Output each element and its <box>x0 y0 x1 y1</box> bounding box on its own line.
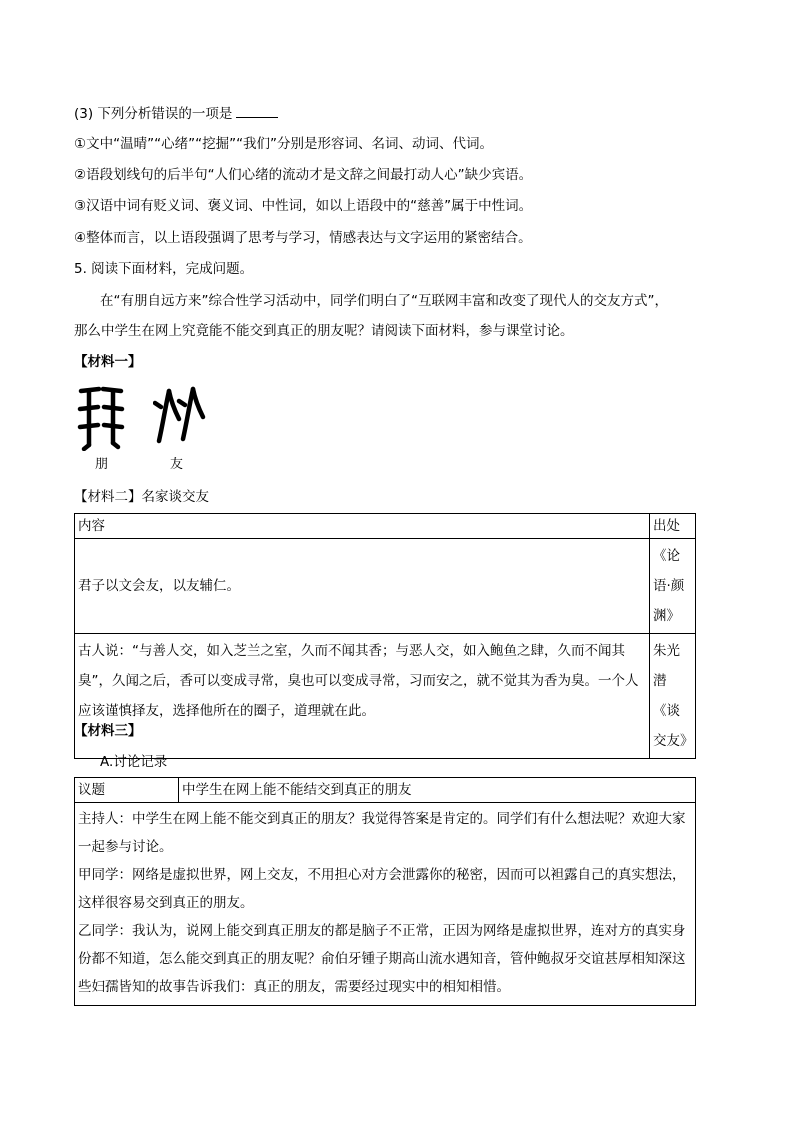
material1-heading: 【材料一】 <box>74 354 142 370</box>
header-source: 出处 <box>650 514 696 539</box>
quote-content: 古人说：“与善人交，如入芝兰之室，久而不闻其香；与恶人交，如入鲍鱼之肆，久而不闻其臭”，久闻之后，香可以变成寻常，臭也可以变成寻常，习而安之，就不觉其为香为臭。一个人应该谨慎择友，选择他所在的圈子，道理就在此。 <box>75 634 650 759</box>
record-student-yi: 乙同学：我认为，说网上能交到真正朋友的都是脑子不正常，正因为网络是虚拟世界，连对方的真实身份都不知道，怎么能交到真正的朋友呢？俞伯牙锺子期高山流水遇知音，管仲鲍叔牙交谊甚厚相知深这些妇孺皆知的故事告诉我们：真正的朋友，需要经过现实中的相知相惜。 <box>78 923 686 995</box>
discussion-record-table <box>74 777 696 1006</box>
quote-source: 朱光潜《谈交友》 <box>650 634 696 759</box>
table-row <box>75 803 696 1006</box>
oracle-glyph-you-icon <box>153 385 207 447</box>
table-row <box>75 634 696 759</box>
table-row <box>75 539 696 634</box>
question5-intro-line1: 在“有朋自远方来”综合性学习活动中，同学们明白了“互联网丰富和改变了现代人的交友方式”， <box>100 293 668 309</box>
material2-heading: 【材料二】名家谈交友 <box>74 489 209 505</box>
discussion-record <box>75 803 696 1006</box>
record-student-jia: 甲同学：网络是虚拟世界，网上交友，不用担心对方会泄露你的秘密，因而可以袒露自己的真实想法，这样很容易交到真正的朋友。 <box>78 867 686 911</box>
topic-label: 议题 <box>75 778 179 803</box>
quote-content: 君子以文会友，以友辅仁。 <box>75 539 650 634</box>
header-content: 内容 <box>75 514 650 539</box>
material3-heading: 【材料三】 <box>74 723 142 739</box>
quote-source: 《论语·颜渊》 <box>650 539 696 634</box>
question3-stem: (3) 下列分析错误的一项是 <box>74 106 233 122</box>
question3-option-1: ①文中“温晴”“心绪”“挖掘”“我们”分别是形容词、名词、动词、代词。 <box>74 136 494 152</box>
question3-option-3: ③汉语中词有贬义词、褒义词、中性词，如以上语段中的“慈善”属于中性词。 <box>74 198 533 214</box>
question3-option-4: ④整体而言，以上语段强调了思考与学习，情感表达与文字运用的紧密结合。 <box>74 230 532 246</box>
glyph-label-peng: 朋 <box>95 457 109 472</box>
topic-text: 中学生在网上能不能结交到真正的朋友 <box>179 778 696 803</box>
famous-quotes-table <box>74 513 696 759</box>
record-host: 主持人：中学生在网上能不能交到真正的朋友？我觉得答案是肯定的。同学们有什么想法呢？欢迎大家一起参与讨论。 <box>78 811 686 855</box>
question3-stem-line <box>74 103 278 124</box>
question3-option-2: ②语段划线句的后半句“人们心绪的流动才是文辞之间最打动人心”缺少宾语。 <box>74 167 533 183</box>
oracle-glyph-peng-icon <box>77 385 125 451</box>
question5-intro-line2: 那么中学生在网上究竟能不能交到真正的朋友呢？请阅读下面材料，参与课堂讨论。 <box>74 323 574 339</box>
table-header-row <box>75 514 696 539</box>
table-row <box>75 778 696 803</box>
material3-sub-heading: A.讨论记录 <box>100 754 168 770</box>
answer-blank[interactable] <box>236 103 278 118</box>
question5-stem: 5. 阅读下面材料，完成问题。 <box>74 261 254 277</box>
glyph-label-you: 友 <box>170 457 184 472</box>
